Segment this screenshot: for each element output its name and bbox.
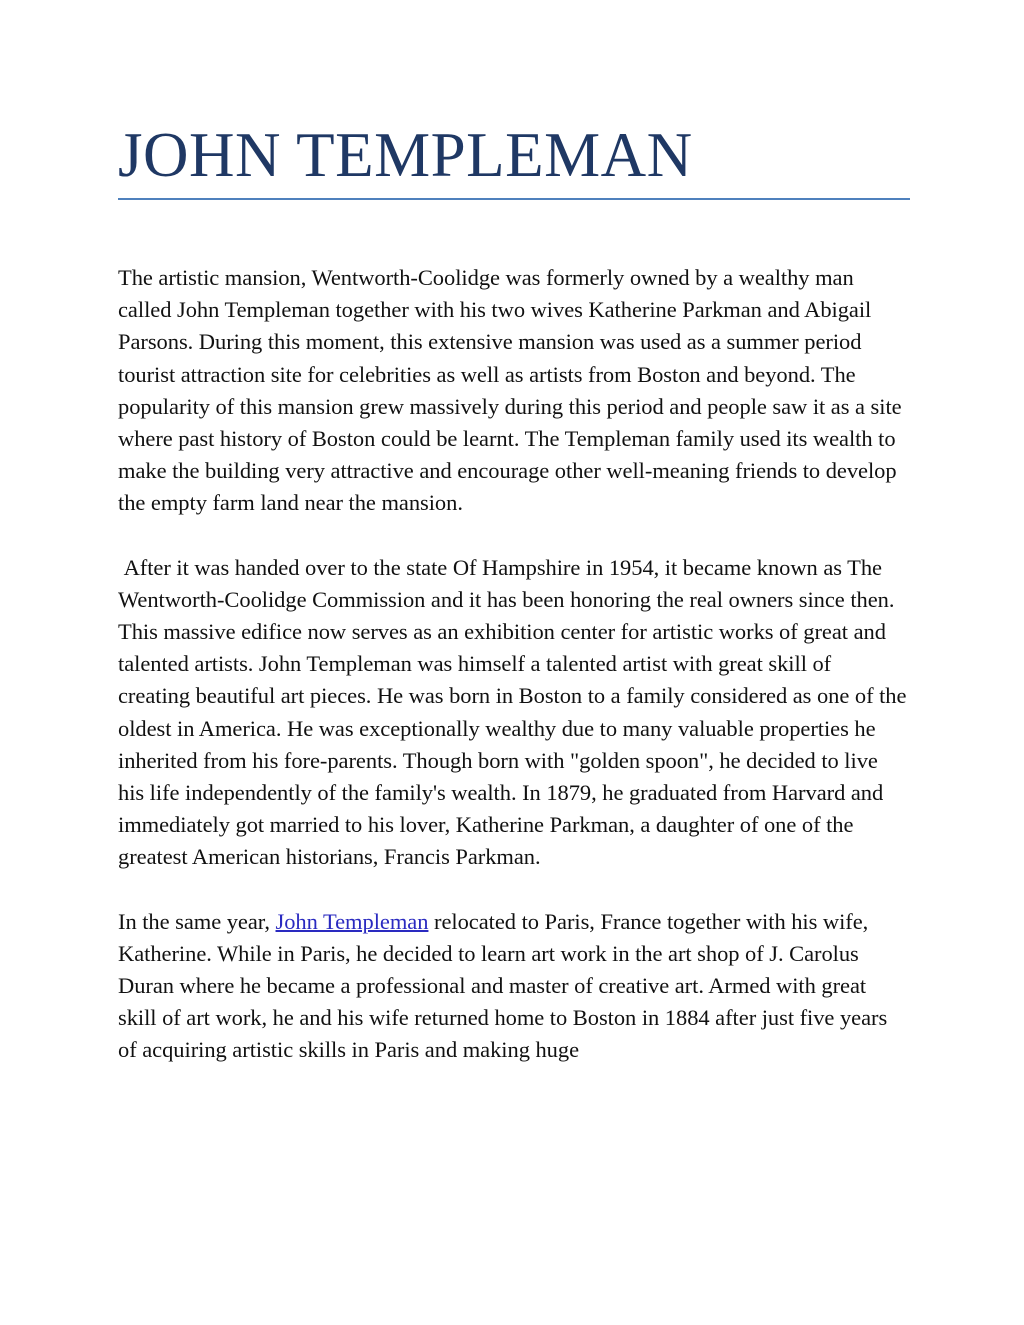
- john-templeman-link[interactable]: John Templeman: [275, 908, 429, 934]
- paragraph-2: After it was handed over to the state Of Hampshire in 1954, it became known as The Wentworth-Coolidge Commission and it has been honoring the real owners since then. This massive edifice now serves as an exhibition center for artistic works of great and talented artists. John Templeman was himself a talented artist with great skill of creating beautiful art pieces. He was born in Boston to a family considered as one of the oldest in America. He was exceptionally wealthy due to many valuable properties he inherited from his fore-parents. Though born with "golden spoon", he decided to live his life independently of the family's wealth. In 1879, he graduated from Harvard and immediately got married to his lover, Katherine Parkman, a daughter of one of the greatest American historians, Francis Parkman.: [118, 554, 913, 870]
- title-divider: [118, 198, 910, 200]
- document-body: [118, 262, 913, 1067]
- page-title: JOHN TEMPLEMAN: [118, 120, 693, 190]
- paragraph-3-text-after-link: relocated to Paris, France together with his wife, Katherine. While in Paris, he decided to learn art work in the art shop of J. Carolus Duran where he became a professional and master of creative art. Armed with great skill of art work, he and his wife returned home to Boston in 1884 after just five years of acquiring artistic skills in Paris and making huge: [118, 908, 893, 1063]
- paragraph-3: [118, 906, 908, 1067]
- paragraph-3-text-before-link: In the same year,: [118, 908, 276, 934]
- paragraph-1: The artistic mansion, Wentworth-Coolidge was formerly owned by a wealthy man called John Templeman together with his two wives Katherine Parkman and Abigail Parsons. During this moment, this extensive mansion was used as a summer period tourist attraction site for celebrities as well as artists from Boston and beyond. The popularity of this mansion grew massively during this period and people saw it as a site where past history of Boston could be learnt. The Templeman family used its wealth to make the building very attractive and encourage other well-meaning friends to develop the empty farm land near the mansion.: [118, 265, 908, 516]
